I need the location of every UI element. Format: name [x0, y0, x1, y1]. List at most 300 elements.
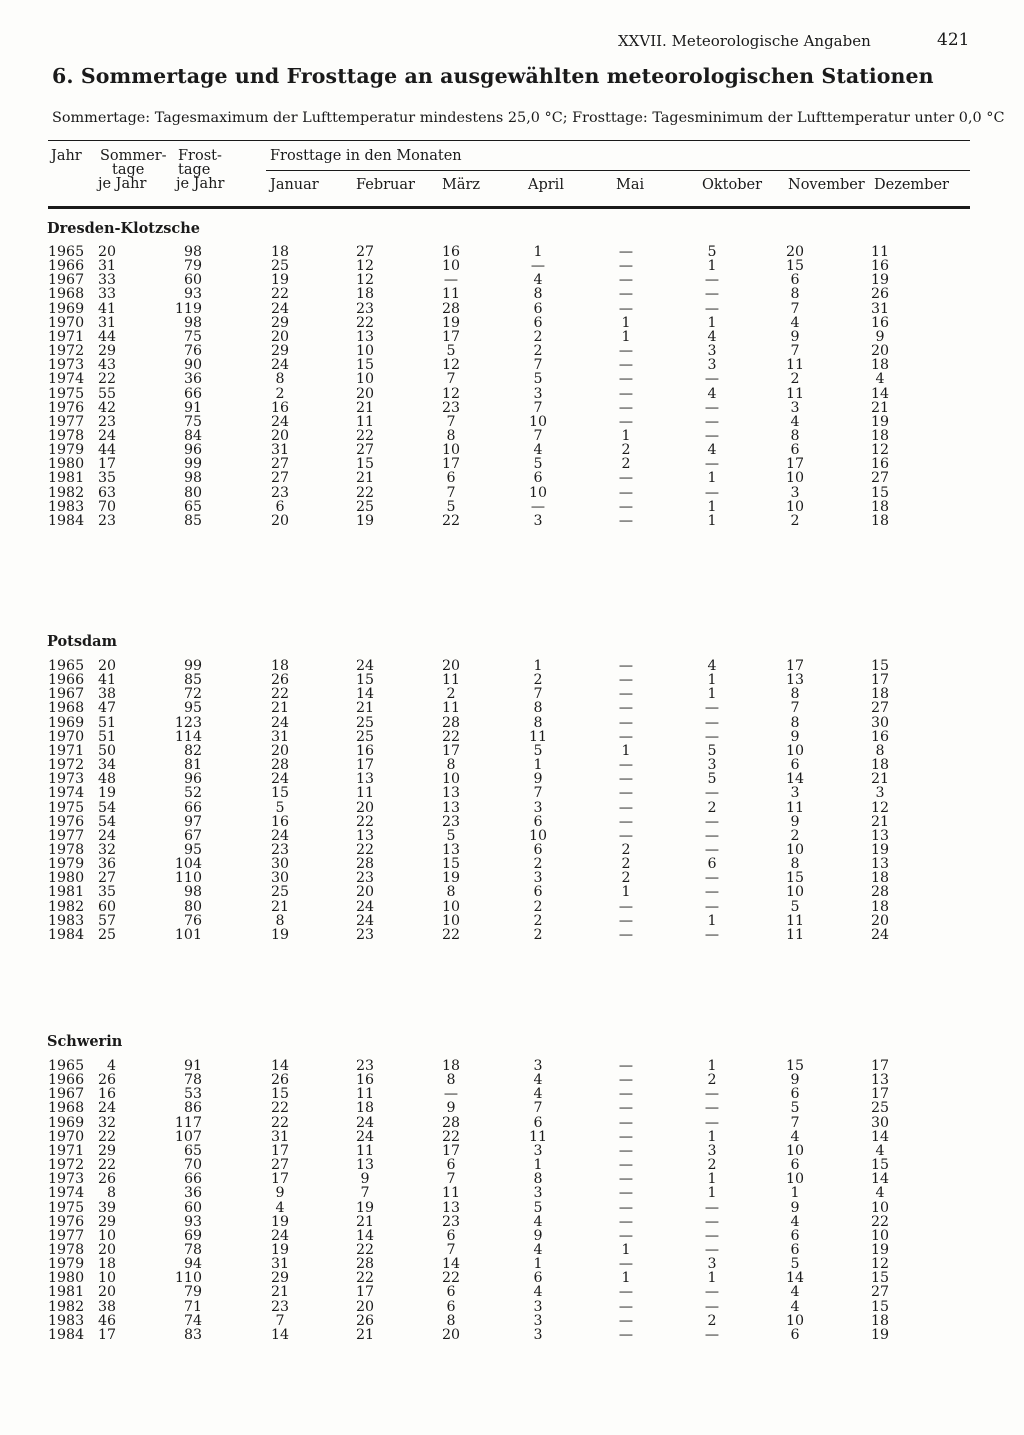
cell-feb: 7: [360, 1185, 370, 1202]
cell-nov: 4: [790, 1128, 800, 1145]
cell-frost: 97: [183, 813, 202, 830]
cell-apr: 3: [533, 512, 543, 529]
cell-year: 1974: [48, 1185, 85, 1202]
cell-apr: —: [530, 258, 546, 275]
cell-mai: —: [618, 1312, 634, 1329]
cell-frost: 82: [183, 742, 202, 759]
cell-dez: 15: [870, 484, 890, 501]
cell-frost: 98: [183, 244, 202, 260]
cell-mar: 5: [446, 498, 456, 515]
cell-dez: 21: [870, 771, 890, 788]
cell-year: 1975: [48, 799, 85, 816]
cell-mai: —: [618, 1227, 634, 1244]
cell-okt: —: [704, 1086, 720, 1103]
cell-sommer: 41: [97, 300, 116, 317]
cell-jan: 20: [270, 427, 290, 444]
cell-dez: 14: [870, 385, 890, 402]
table-row: [0, 1087, 1024, 1101]
table-row: [0, 1243, 1024, 1257]
cell-apr: 6: [533, 1270, 543, 1287]
cell-okt: —: [704, 884, 720, 901]
cell-apr: 1: [533, 1256, 543, 1273]
cell-okt: —: [704, 714, 720, 731]
cell-sommer: 31: [97, 258, 116, 275]
cell-okt: —: [704, 1227, 720, 1244]
cell-frost: 123: [174, 714, 202, 731]
page-number: 421: [937, 30, 970, 50]
cell-mar: 19: [441, 314, 461, 331]
cell-dez: 3: [875, 785, 885, 802]
cell-year: 1980: [48, 870, 85, 887]
cell-jan: 2: [275, 385, 285, 402]
cell-sommer: 23: [97, 512, 116, 529]
cell-sommer: 60: [97, 898, 116, 915]
cell-sommer: 24: [97, 827, 116, 844]
cell-apr: 2: [533, 343, 543, 360]
col-frosttage-line3: je Jahr: [176, 176, 225, 192]
cell-sommer: 19: [97, 785, 116, 802]
cell-dez: 19: [870, 1241, 890, 1258]
cell-frost: 53: [183, 1086, 202, 1103]
cell-frost: 71: [183, 1298, 202, 1315]
table-row: [0, 857, 1024, 871]
cell-frost: 78: [183, 1241, 202, 1258]
cell-nov: 3: [790, 399, 800, 416]
table-title: 6. Sommertage und Frosttage an ausgewählten meteorologischen Stationen: [52, 64, 934, 88]
cell-apr: 5: [533, 742, 543, 759]
cell-frost: 84: [183, 427, 202, 444]
cell-apr: 9: [533, 771, 543, 788]
cell-mai: —: [618, 658, 634, 674]
cell-nov: 15: [785, 870, 805, 887]
cell-apr: 6: [533, 813, 543, 830]
cell-okt: 4: [707, 328, 717, 345]
cell-sommer: 27: [97, 870, 116, 887]
cell-feb: 23: [355, 300, 375, 317]
cell-mai: —: [618, 286, 634, 303]
cell-feb: 16: [355, 742, 375, 759]
cell-apr: 7: [533, 357, 543, 374]
cell-nov: 15: [785, 1058, 805, 1074]
table-row: [0, 659, 1024, 673]
cell-dez: 31: [870, 300, 890, 317]
table-row: [0, 330, 1024, 344]
cell-mai: —: [618, 399, 634, 416]
table-row: [0, 758, 1024, 772]
cell-dez: 12: [870, 799, 890, 816]
cell-okt: 2: [707, 1312, 717, 1329]
cell-apr: 3: [533, 870, 543, 887]
cell-feb: 21: [355, 1326, 375, 1343]
cell-mai: 2: [621, 856, 631, 873]
table-row: [0, 358, 1024, 372]
cell-apr: 4: [533, 1072, 543, 1089]
cell-jan: 4: [275, 1199, 285, 1216]
cell-frost: 65: [183, 1142, 202, 1159]
cell-dez: 20: [870, 343, 890, 360]
cell-jan: 17: [270, 1171, 290, 1188]
cell-jan: 22: [270, 1100, 290, 1117]
cell-apr: 3: [533, 1298, 543, 1315]
cell-feb: 22: [355, 484, 375, 501]
cell-feb: 20: [355, 1298, 375, 1315]
cell-dez: 14: [870, 1128, 890, 1145]
cell-nov: 6: [790, 1086, 800, 1103]
cell-apr: 6: [533, 314, 543, 331]
cell-okt: —: [704, 413, 720, 430]
cell-mai: —: [618, 926, 634, 943]
cell-okt: 1: [707, 512, 717, 529]
table-row: [0, 1144, 1024, 1158]
cell-okt: —: [704, 813, 720, 830]
cell-jan: 15: [270, 785, 290, 802]
cell-feb: 24: [355, 912, 375, 929]
cell-jan: 31: [270, 442, 290, 459]
cell-jan: 16: [270, 399, 290, 416]
cell-nov: 10: [785, 841, 805, 858]
cell-sommer: 22: [97, 371, 116, 388]
cell-frost: 75: [183, 328, 202, 345]
cell-jan: 24: [270, 771, 290, 788]
cell-sommer: 51: [97, 728, 116, 745]
cell-okt: —: [704, 484, 720, 501]
cell-sommer: 10: [97, 1227, 116, 1244]
cell-okt: 1: [707, 1128, 717, 1145]
cell-year: 1977: [48, 827, 85, 844]
cell-year: 1979: [48, 1256, 85, 1273]
cell-sommer: 39: [97, 1199, 116, 1216]
cell-dez: 27: [870, 470, 890, 487]
cell-mar: 11: [441, 286, 461, 303]
cell-mar: 20: [441, 1326, 461, 1343]
cell-year: 1972: [48, 1157, 85, 1174]
cell-sommer: 51: [97, 714, 116, 731]
cell-dez: 15: [870, 1270, 890, 1287]
cell-okt: —: [704, 1213, 720, 1230]
cell-feb: 24: [355, 898, 375, 915]
cell-okt: 1: [707, 314, 717, 331]
cell-year: 1981: [48, 470, 85, 487]
cell-mai: —: [618, 470, 634, 487]
cell-mai: —: [618, 799, 634, 816]
cell-dez: 15: [870, 1298, 890, 1315]
cell-nov: 10: [785, 498, 805, 515]
cell-year: 1982: [48, 898, 85, 915]
cell-year: 1984: [48, 512, 85, 529]
cell-dez: 30: [870, 714, 890, 731]
table-row: [0, 1186, 1024, 1200]
cell-sommer: 29: [97, 1142, 116, 1159]
cell-jan: 18: [270, 658, 290, 674]
cell-feb: 20: [355, 884, 375, 901]
cell-apr: 11: [528, 1128, 548, 1145]
table-row: [0, 316, 1024, 330]
cell-mai: —: [618, 757, 634, 774]
table-row: [0, 829, 1024, 843]
cell-sommer: 55: [97, 385, 116, 402]
cell-dez: 4: [875, 1142, 885, 1159]
cell-mar: 7: [446, 484, 456, 501]
cell-apr: 10: [528, 484, 548, 501]
cell-okt: 2: [707, 1157, 717, 1174]
cell-jan: 19: [270, 1241, 290, 1258]
table-row: [0, 1130, 1024, 1144]
cell-mai: 1: [621, 1270, 631, 1287]
cell-year: 1977: [48, 413, 85, 430]
cell-okt: —: [704, 1326, 720, 1343]
cell-apr: 1: [533, 244, 543, 260]
cell-nov: 7: [790, 300, 800, 317]
table-row: [0, 486, 1024, 500]
cell-feb: 23: [355, 1058, 375, 1074]
col-jahr: Jahr: [51, 148, 82, 164]
cell-nov: 11: [785, 385, 805, 402]
cell-mar: 22: [441, 1270, 461, 1287]
cell-mar: 6: [446, 470, 456, 487]
cell-dez: 16: [870, 258, 890, 275]
cell-feb: 11: [355, 413, 375, 430]
cell-sommer: 35: [97, 884, 116, 901]
cell-mar: 9: [446, 1100, 456, 1117]
cell-sommer: 25: [97, 926, 116, 943]
cell-year: 1978: [48, 1241, 85, 1258]
cell-feb: 15: [355, 456, 375, 473]
col-november: November: [788, 177, 865, 193]
cell-year: 1980: [48, 456, 85, 473]
cell-feb: 22: [355, 1241, 375, 1258]
cell-mai: —: [618, 771, 634, 788]
cell-year: 1975: [48, 1199, 85, 1216]
cell-okt: —: [704, 785, 720, 802]
cell-feb: 12: [355, 272, 375, 289]
cell-jan: 5: [275, 799, 285, 816]
cell-okt: —: [704, 371, 720, 388]
cell-dez: 27: [870, 700, 890, 717]
table-row: [0, 500, 1024, 514]
cell-apr: 6: [533, 884, 543, 901]
cell-mar: 17: [441, 456, 461, 473]
cell-mar: 11: [441, 1185, 461, 1202]
cell-okt: —: [704, 1100, 720, 1117]
cell-frost: 99: [183, 658, 202, 674]
cell-mai: 1: [621, 884, 631, 901]
cell-dez: 9: [875, 328, 885, 345]
cell-okt: —: [704, 456, 720, 473]
cell-okt: 2: [707, 799, 717, 816]
cell-year: 1981: [48, 884, 85, 901]
cell-apr: 2: [533, 926, 543, 943]
cell-mar: 13: [441, 785, 461, 802]
cell-okt: 4: [707, 442, 717, 459]
cell-year: 1966: [48, 1072, 85, 1089]
cell-apr: 7: [533, 1100, 543, 1117]
cell-mar: 5: [446, 343, 456, 360]
cell-nov: 17: [785, 658, 805, 674]
cell-dez: 18: [870, 498, 890, 515]
cell-sommer: 38: [97, 1298, 116, 1315]
cell-jan: 9: [275, 1185, 285, 1202]
cell-frost: 85: [183, 672, 202, 689]
cell-nov: 14: [785, 1270, 805, 1287]
cell-mai: —: [618, 1100, 634, 1117]
cell-apr: 3: [533, 1185, 543, 1202]
table-row: [0, 1300, 1024, 1314]
cell-year: 1984: [48, 1326, 85, 1343]
cell-apr: 6: [533, 300, 543, 317]
cell-sommer: 70: [97, 498, 116, 515]
cell-jan: 23: [270, 841, 290, 858]
cell-jan: 27: [270, 1157, 290, 1174]
cell-sommer: 44: [97, 328, 116, 345]
cell-frost: 76: [183, 912, 202, 929]
cell-dez: 20: [870, 912, 890, 929]
cell-sommer: 41: [97, 672, 116, 689]
cell-sommer: 26: [97, 1171, 116, 1188]
cell-sommer: 24: [97, 427, 116, 444]
cell-frost: 75: [183, 413, 202, 430]
cell-mai: —: [618, 1114, 634, 1131]
cell-feb: 22: [355, 1270, 375, 1287]
cell-dez: 19: [870, 272, 890, 289]
cell-feb: 17: [355, 1284, 375, 1301]
cell-jan: 26: [270, 1072, 290, 1089]
cell-year: 1972: [48, 757, 85, 774]
cell-frost: 85: [183, 512, 202, 529]
cell-mai: 2: [621, 456, 631, 473]
cell-jan: 19: [270, 926, 290, 943]
cell-jan: 22: [270, 286, 290, 303]
cell-frost: 114: [174, 728, 202, 745]
cell-mar: 13: [441, 799, 461, 816]
cell-mai: —: [618, 1298, 634, 1315]
cell-mai: —: [618, 1072, 634, 1089]
cell-okt: 3: [707, 343, 717, 360]
cell-apr: 8: [533, 714, 543, 731]
cell-apr: 8: [533, 700, 543, 717]
table-row: [0, 514, 1024, 528]
cell-dez: 17: [870, 1058, 890, 1074]
cell-apr: 4: [533, 442, 543, 459]
table-row: [0, 401, 1024, 415]
group-underline: [266, 170, 970, 171]
cell-apr: 2: [533, 898, 543, 915]
cell-mar: 12: [441, 385, 461, 402]
cell-jan: 31: [270, 1256, 290, 1273]
cell-mar: 8: [446, 427, 456, 444]
cell-mai: 2: [621, 841, 631, 858]
cell-year: 1969: [48, 300, 85, 317]
cell-year: 1967: [48, 686, 85, 703]
cell-year: 1975: [48, 385, 85, 402]
cell-mai: —: [618, 1171, 634, 1188]
cell-mar: 13: [441, 841, 461, 858]
cell-okt: 1: [707, 686, 717, 703]
cell-frost: 78: [183, 1072, 202, 1089]
cell-year: 1982: [48, 1298, 85, 1315]
cell-year: 1967: [48, 272, 85, 289]
cell-nov: 5: [790, 1100, 800, 1117]
cell-nov: 10: [785, 742, 805, 759]
cell-dez: 28: [870, 884, 890, 901]
table-row: [0, 914, 1024, 928]
cell-jan: 22: [270, 1114, 290, 1131]
cell-frost: 95: [183, 700, 202, 717]
cell-jan: 31: [270, 728, 290, 745]
cell-jan: 18: [270, 244, 290, 260]
cell-feb: 9: [360, 1171, 370, 1188]
cell-feb: 25: [355, 714, 375, 731]
table-row: [0, 443, 1024, 457]
cell-apr: 8: [533, 286, 543, 303]
cell-year: 1984: [48, 926, 85, 943]
cell-year: 1971: [48, 328, 85, 345]
cell-jan: 17: [270, 1142, 290, 1159]
table-row: [0, 415, 1024, 429]
cell-feb: 23: [355, 926, 375, 943]
cell-sommer: 48: [97, 771, 116, 788]
cell-apr: 11: [528, 728, 548, 745]
table-row: [0, 1314, 1024, 1328]
cell-year: 1967: [48, 1086, 85, 1103]
table-row: [0, 673, 1024, 687]
cell-dez: 8: [875, 742, 885, 759]
cell-sommer: 54: [97, 813, 116, 830]
cell-dez: 18: [870, 427, 890, 444]
cell-frost: 36: [183, 1185, 202, 1202]
cell-dez: 21: [870, 399, 890, 416]
cell-jan: 14: [270, 1058, 290, 1074]
cell-year: 1982: [48, 484, 85, 501]
cell-nov: 10: [785, 1142, 805, 1159]
cell-apr: 3: [533, 385, 543, 402]
table-row: [0, 287, 1024, 301]
cell-mar: —: [443, 272, 459, 289]
cell-dez: 13: [870, 827, 890, 844]
cell-dez: 19: [870, 413, 890, 430]
cell-feb: 24: [355, 658, 375, 674]
cell-mai: 1: [621, 427, 631, 444]
cell-apr: 8: [533, 1171, 543, 1188]
cell-mai: —: [618, 785, 634, 802]
table-row: [0, 786, 1024, 800]
cell-year: 1971: [48, 1142, 85, 1159]
cell-okt: 2: [707, 1072, 717, 1089]
col-sommertage-line3: je Jahr: [98, 176, 147, 192]
cell-feb: 10: [355, 343, 375, 360]
cell-year: 1977: [48, 1227, 85, 1244]
cell-nov: 10: [785, 1171, 805, 1188]
cell-dez: 25: [870, 1100, 890, 1117]
cell-okt: 1: [707, 498, 717, 515]
cell-okt: —: [704, 728, 720, 745]
cell-feb: 22: [355, 314, 375, 331]
cell-sommer: 20: [97, 1241, 116, 1258]
cell-jan: 27: [270, 470, 290, 487]
cell-frost: 99: [183, 456, 202, 473]
cell-mar: 6: [446, 1157, 456, 1174]
cell-frost: 101: [174, 926, 202, 943]
cell-mai: —: [618, 714, 634, 731]
cell-mai: 1: [621, 314, 631, 331]
cell-jan: 30: [270, 856, 290, 873]
cell-mai: —: [618, 385, 634, 402]
cell-jan: 25: [270, 258, 290, 275]
table-row: [0, 730, 1024, 744]
cell-mai: —: [618, 686, 634, 703]
cell-feb: 20: [355, 799, 375, 816]
cell-mar: 17: [441, 1142, 461, 1159]
cell-frost: 66: [183, 1171, 202, 1188]
